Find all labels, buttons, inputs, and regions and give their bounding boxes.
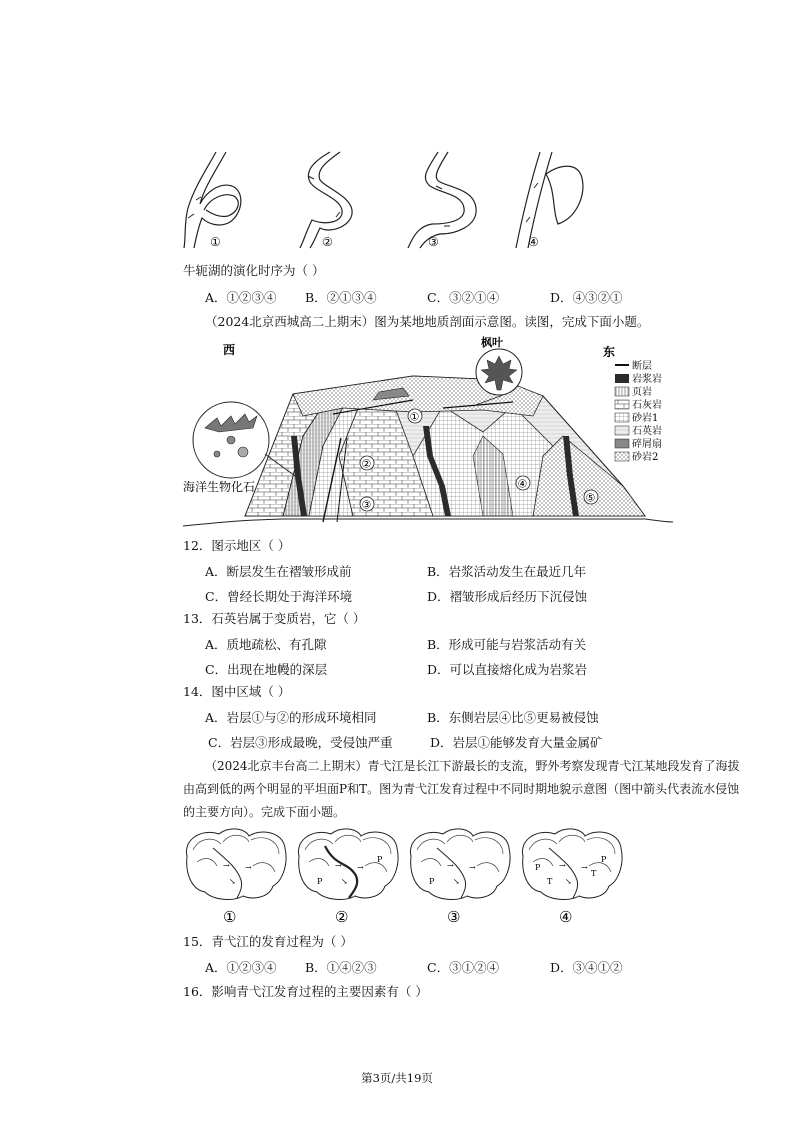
- erosion-arrow-icon: →: [245, 863, 252, 872]
- legend-item-8: 砂岩2: [632, 452, 659, 463]
- erosion-arrow-icon: →: [335, 861, 342, 870]
- surface-p-label-east: P: [601, 855, 607, 864]
- layer-label-5: ⑤: [585, 491, 596, 505]
- question-13-option-d: D．可以直接熔化成为岩浆岩: [427, 662, 588, 677]
- meander-label-2: ②: [322, 235, 333, 249]
- meander-label-3: ③: [428, 235, 439, 249]
- question-14-option-a: A．岩层①与②的形成环境相同: [205, 710, 377, 725]
- surface-p-label: P: [317, 877, 323, 886]
- layer-label-4: ④: [517, 477, 528, 491]
- question-14-option-b: B．东侧岩层④比⑤更易被侵蚀: [427, 710, 599, 725]
- river-panel-4: [522, 829, 622, 926]
- legend-item-7: 碎屑扇: [632, 439, 662, 450]
- landform-outline: [410, 829, 510, 900]
- surface-t-label: T: [547, 877, 553, 886]
- erosion-arrow-icon: →: [581, 863, 588, 872]
- erosion-arrow-icon: →: [447, 861, 454, 870]
- erosion-arrow-icon: ↘: [453, 877, 460, 886]
- question-13-option-a: A．质地疏松、有孔隙: [205, 637, 327, 652]
- question-12-option-d: D．褶皱形成后经历下沉侵蚀: [427, 589, 588, 604]
- question-oxbow-option-c: C．③②①④: [427, 290, 500, 305]
- erosion-arrow-icon: ↘: [565, 877, 572, 886]
- erosion-arrow-icon: →: [357, 863, 364, 872]
- river-panel-3: [410, 829, 510, 926]
- erosion-arrow-icon: →: [559, 861, 566, 870]
- meander-figure: [180, 148, 600, 262]
- surface-p-label: P: [535, 863, 541, 872]
- river-panel-label-4: ④: [559, 908, 573, 926]
- question-13-option-c: C．出现在地幔的深层: [205, 662, 328, 677]
- meander-label-4: ④: [528, 235, 539, 249]
- landform-outline: [186, 829, 286, 900]
- question-15-stem: 15．青弋江的发育过程为（ ）: [183, 934, 353, 949]
- intro-river-line-1: （2024北京丰台高二上期末）青弋江是长江下游最长的支流，野外考察发现青弋江某地段发育了海拔: [205, 759, 740, 773]
- river-panel-1: [186, 829, 286, 926]
- question-oxbow-option-d: D．④③②①: [550, 290, 623, 305]
- river-figure: [183, 826, 623, 930]
- river-panel-label-1: ①: [223, 908, 237, 926]
- direction-west: 西: [223, 343, 236, 357]
- surface-p-label-east: P: [377, 855, 383, 864]
- landform-outline: [298, 829, 398, 900]
- river-panel-2: [298, 829, 398, 926]
- meander-panel-4: [516, 152, 583, 248]
- legend-item-2: 岩浆岩: [632, 374, 662, 385]
- river-panel-label-2: ②: [335, 908, 349, 926]
- question-12-option-b: B．岩浆活动发生在最近几年: [427, 564, 587, 579]
- question-14-stem: 14．图中区域（ ）: [183, 684, 291, 699]
- surface-p-label: P: [429, 877, 435, 886]
- fossil-label: 海洋生物化石: [183, 480, 256, 494]
- question-14-option-d: D．岩层①能够发育大量金属矿: [430, 735, 603, 750]
- question-13-option-b: B．形成可能与岩浆活动有关: [427, 637, 587, 652]
- question-oxbow-stem: 牛轭湖的演化时序为（ ）: [183, 263, 325, 278]
- intro-river-line-2: 由高到低的两个明显的平坦面P和T。图为青弋江发育过程中不同时期地貌示意图（图中箭头代表流水侵蚀: [183, 782, 740, 796]
- legend-item-4: 石灰岩: [632, 400, 662, 411]
- geology-figure: [183, 336, 673, 536]
- question-15-option-b: B．①④②③: [305, 960, 377, 975]
- erosion-arrow-icon: →: [223, 861, 230, 870]
- legend-item-5: 砂岩1: [632, 413, 659, 424]
- layer-label-2: ②: [361, 457, 372, 471]
- question-12-stem: 12．图示地区（ ）: [183, 538, 291, 553]
- layer-label-1: ①: [409, 410, 420, 424]
- meander-panel-3: [408, 152, 476, 248]
- question-12-option-c: C．曾经长期处于海洋环境: [205, 589, 353, 604]
- question-oxbow-option-b: B．②①③④: [305, 290, 377, 305]
- layer-label-3: ③: [361, 498, 372, 512]
- question-12-option-a: A．断层发生在褶皱形成前: [205, 564, 352, 579]
- direction-east: 东: [603, 345, 616, 359]
- legend-item-3: 页岩: [632, 387, 652, 398]
- meander-panel-2: [300, 152, 352, 248]
- question-15-option-a: A．①②③④: [205, 960, 277, 975]
- leaf-label: 枫叶: [481, 336, 503, 349]
- question-15-option-d: D．③④①②: [550, 960, 623, 975]
- geology-legend: [615, 359, 662, 463]
- erosion-arrow-icon: ↘: [341, 877, 348, 886]
- page-footer: 第3页/共19页: [361, 1071, 433, 1085]
- river-panel-label-3: ③: [447, 908, 461, 926]
- question-13-stem: 13．石英岩属于变质岩，它（ ）: [183, 611, 366, 626]
- legend-item-6: 石英岩: [632, 426, 662, 437]
- meander-label-1: ①: [210, 235, 221, 249]
- question-15-option-c: C．③①②④: [427, 960, 500, 975]
- erosion-arrow-icon: ↘: [229, 877, 236, 886]
- surface-t-label-east: T: [591, 869, 597, 878]
- meander-panel-1: [184, 152, 241, 248]
- question-16-stem: 16．影响青弋江发育过程的主要因素有（ ）: [183, 984, 428, 999]
- question-oxbow-option-a: A．①②③④: [205, 290, 277, 305]
- erosion-arrow-icon: →: [469, 863, 476, 872]
- question-14-option-c: C．岩层③形成最晚，受侵蚀严重: [208, 735, 393, 750]
- intro-geology: （2024北京西城高二上期末）图为某地地质剖面示意图。读图，完成下面小题。: [205, 314, 650, 329]
- legend-item-1: 断层: [632, 361, 652, 372]
- intro-river-line-3: 的主要方向）。完成下面小题。: [183, 805, 346, 819]
